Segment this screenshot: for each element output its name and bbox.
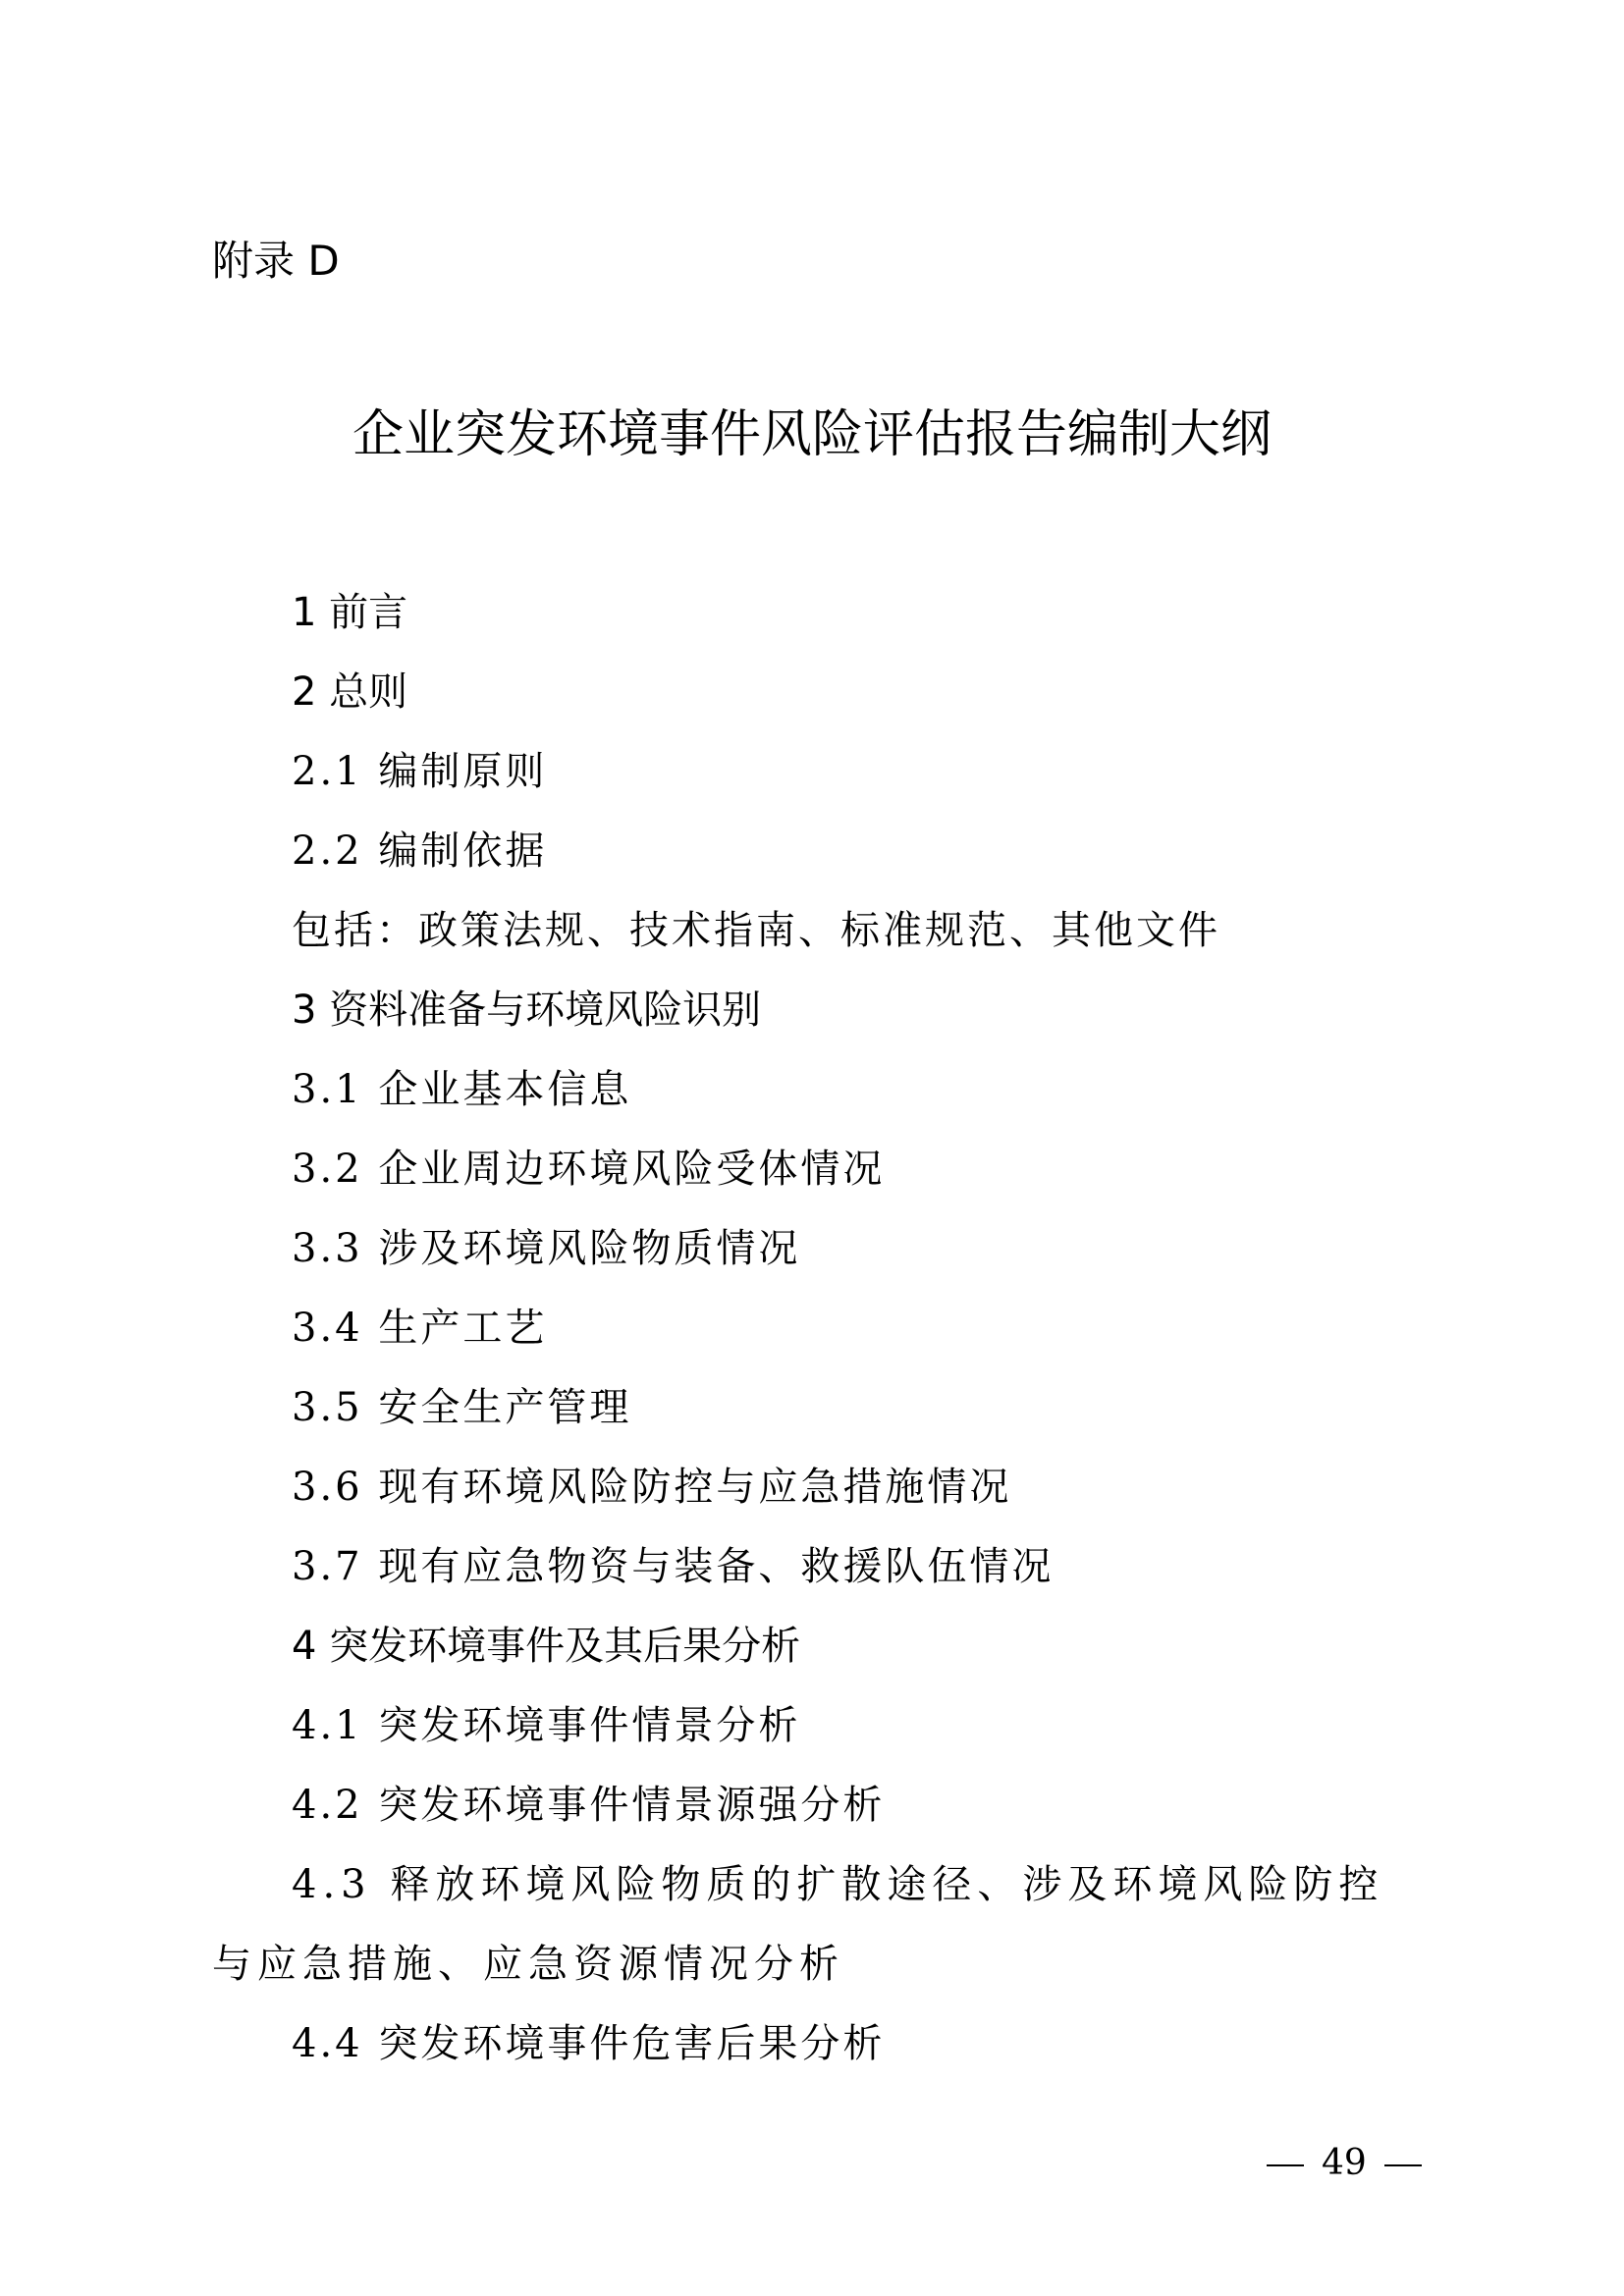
- outline-item-3-2-text: 3.2 企业周边环境风险受体情况: [292, 1147, 886, 1192]
- page-footer: [1249, 2140, 1426, 2187]
- outline-heading-4: [212, 1607, 1426, 1686]
- outline-heading-1-text: 1 前言: [292, 590, 408, 635]
- outline-item-3-5-text: 3.5 安全生产管理: [292, 1385, 632, 1430]
- outline-item-4-3: 4.3 释放环境风险物质的扩散途径、涉及环境风险防控与应急措施、应急资源情况分析: [212, 1862, 1384, 1987]
- outline-item-3-4-text: 3.4 生产工艺: [292, 1306, 548, 1351]
- document-title: 企业突发环境事件风险评估报告编制大纲: [352, 405, 1272, 464]
- outline-item-4-1: [212, 1686, 1426, 1766]
- outline-item-2-2-note-text: 包括：政策法规、技术指南、标准规范、其他文件: [292, 908, 1220, 953]
- outline-item-4-4: [212, 2004, 1426, 2084]
- outline-item-2-2: [212, 812, 1426, 891]
- outline-item-2-1: [212, 732, 1426, 812]
- outline-item-4-2: [212, 1766, 1426, 1845]
- appendix-label: 附录 D: [212, 237, 340, 285]
- outline-heading-3: [212, 971, 1426, 1050]
- outline-item-3-6-text: 3.6 现有环境风险防控与应急措施情况: [292, 1465, 1012, 1510]
- outline-heading-2-text: 2 总则: [292, 669, 408, 715]
- outline-item-3-3-text: 3.3 涉及环境风险物质情况: [292, 1226, 801, 1271]
- outline-heading-3-text: 3 资料准备与环境风险识别: [292, 988, 762, 1033]
- outline-item-2-2-text: 2.2 编制依据: [292, 828, 548, 874]
- page-number: 49: [1322, 2143, 1367, 2183]
- outline-item-3-4: [212, 1289, 1426, 1368]
- outline-list: [212, 573, 1426, 2084]
- outline-item-3-2: [212, 1130, 1426, 1209]
- outline-item-2-1-text: 2.1 编制原则: [292, 749, 548, 794]
- outline-item-3-6: [212, 1448, 1426, 1527]
- outline-item-4-1-text: 4.1 突发环境事件情景分析: [292, 1703, 801, 1748]
- outline-item-3-1: [212, 1050, 1426, 1130]
- outline-item-2-2-note: [212, 891, 1426, 971]
- outline-heading-4-text: 4 突发环境事件及其后果分析: [292, 1624, 801, 1669]
- outline-item-3-7-text: 3.7 现有应急物资与装备、救援队伍情况: [292, 1544, 1055, 1589]
- outline-item-3-3: [212, 1209, 1426, 1289]
- outline-item-3-1-text: 3.1 企业基本信息: [292, 1067, 632, 1112]
- page-number-left-dash: [1267, 2164, 1304, 2166]
- outline-item-3-7: [212, 1527, 1426, 1607]
- page-number-right-dash: [1384, 2164, 1422, 2166]
- outline-heading-1: [212, 573, 1426, 653]
- outline-item-4-4-text: 4.4 突发环境事件危害后果分析: [292, 2021, 886, 2066]
- outline-item-4-2-text: 4.2 突发环境事件情景源强分析: [292, 1783, 886, 1828]
- outline-item-3-5: [212, 1368, 1426, 1448]
- outline-heading-2: [212, 653, 1426, 732]
